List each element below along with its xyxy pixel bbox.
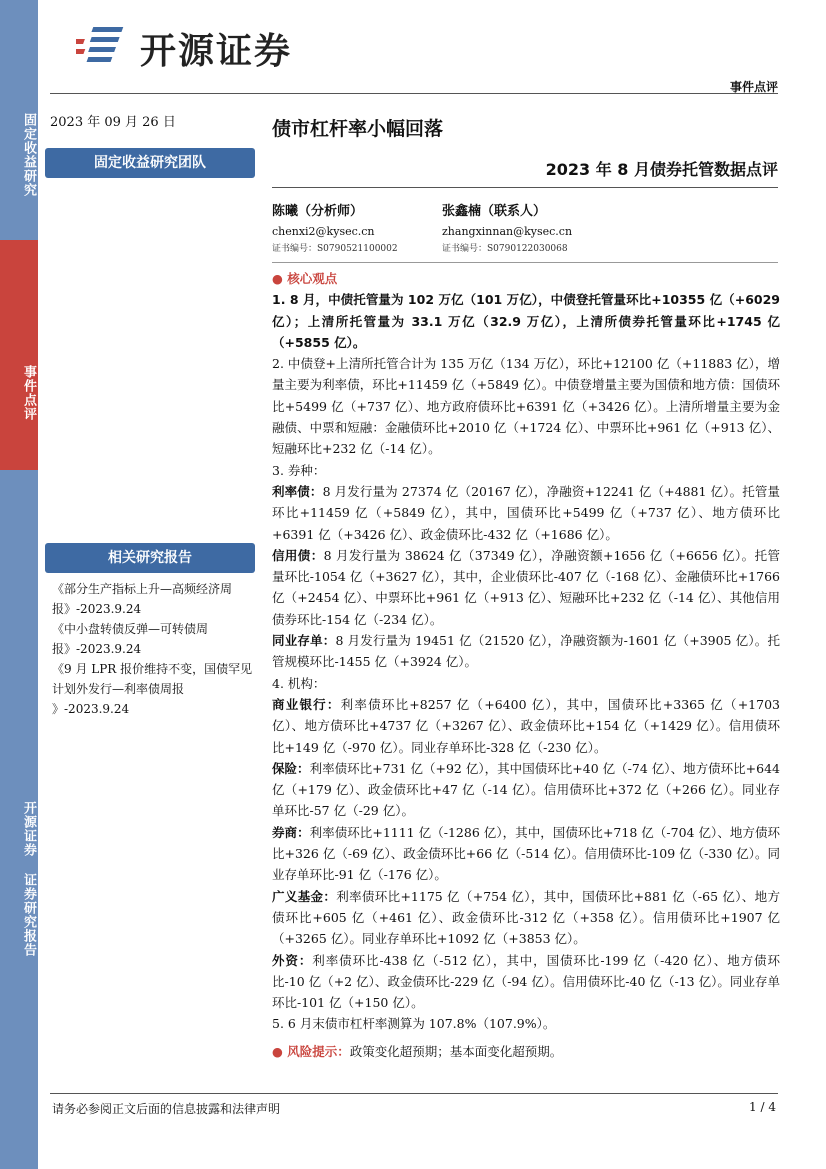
author-name: 张鑫楠（联系人）	[442, 204, 547, 219]
related-reports-list	[52, 579, 258, 719]
core-heading: ● 核心观点	[272, 271, 338, 286]
header-divider	[50, 93, 778, 94]
bullet-icon: ●	[272, 1043, 288, 1059]
bullet-icon: ●	[272, 271, 288, 286]
related-reports-banner: 相关研究报告	[45, 543, 255, 573]
author-cert: 证书编号：S0790122030068	[442, 244, 568, 254]
related-report-link[interactable]: 《9 月 LPR 报价维持不变，国债罕见计划外发行—利率债周报 》-2023.9.24	[52, 662, 253, 716]
related-report-link[interactable]: 《中小盘转债反弹—可转债周报》-2023.9.24	[52, 622, 209, 656]
paragraph-5: 5. 6 月末债市杠杆率测算为 107.8%（107.9%）。	[272, 1016, 556, 1032]
paragraph-4: 4. 机构：	[272, 675, 326, 691]
paragraph-3: 3. 券种：	[272, 462, 326, 478]
footer-disclaimer: 请务必参阅正文后面的信息披露和法律声明	[52, 1102, 281, 1116]
paragraph-3c: 同业存单：8 月发行量为 19451 亿（21520 亿），净融资额为-1601 亿（+3905 亿）。托管规模环比-1455 亿（+3924 亿）。	[272, 633, 780, 670]
author-analyst	[272, 200, 398, 254]
paragraph-3b: 信用债：8 月发行量为 38624 亿（37349 亿），净融资额+1656 亿（+6656 亿）。托管量环比-1054 亿（+3627 亿），其中，企业债环比-407 亿（-168 亿）、金融债环比+1766 亿（+2454 亿）、中票环比+961 亿（+913 亿）、短融环比+232 亿（-14 亿）、其他信用债券环比-154 亿（-234 亿）。	[272, 547, 780, 627]
brand-logo	[76, 24, 292, 72]
logo-text: 开源证券	[140, 30, 293, 72]
paragraph-4d: 广义基金：利率债环比+1175 亿（+754 亿），其中，国债环比+881 亿（-65 亿）、地方债环比+605 亿（+461 亿）、政金债环比-312 亿（+358 亿）。信用债环比+1907 亿（+3265 亿）。同业存单环比+1092 亿（+3853 亿）。	[272, 888, 780, 947]
paragraph-1: 1. 8 月，中债托管量为 102 万亿（101 万亿），中债登托管量环比+10355 亿（+6029 亿）；上清所托管量为 33.1 万亿（32.9 万亿），上清所债券托管量环比+1745 亿（+5855 亿）。	[272, 292, 780, 350]
report-date: 2023 年 09 月 26 日	[50, 115, 176, 130]
paragraph-3a: 利率债：8 月发行量为 27374 亿（20167 亿），净融资+12241 亿（+4881 亿）。托管量环比+11459 亿（+5849 亿），其中，国债环比+5499 亿（+737 亿）、地方债环比+6391 亿（+3426 亿）、政金债环比-432 亿（+1686 亿）。	[272, 483, 780, 542]
paragraph-4e: 外资：利率债环比-438 亿（-512 亿），其中，国债环比-199 亿（-420 亿）、地方债环比-10 亿（+2 亿）、政金债环比-229 亿（-94 亿）。信用债环比-40 亿（-13 亿）。同业存单环比-101 亿（+150 亿）。	[272, 952, 780, 1011]
title-divider	[272, 187, 778, 188]
side-tab-event-review: 事件点评	[0, 240, 38, 470]
team-banner: 固定收益研究团队	[45, 148, 255, 178]
paragraph-4b: 保险：利率债环比+731 亿（+92 亿），其中国债环比+40 亿（-74 亿）、地方债环比+644 亿（+179 亿）、政金债环比+47 亿（-14 亿）。信用债环比+372 亿（+266 亿）。同业存单环比-57 亿（-29 亿）。	[272, 760, 780, 819]
report-title: 债市杠杆率小幅回落	[272, 118, 444, 140]
author-email[interactable]: zhangxinnan@kysec.cn	[442, 225, 573, 238]
paragraph-4a: 商业银行：利率债环比+8257 亿（+6400 亿），其中，国债环比+3365 亿（+1703 亿）、地方债环比+4737 亿（+3267 亿）、政金债环比+154 亿（+1429 亿）。信用债环比+149 亿（-970 亿）。同业存单环比-328 亿（-230 亿）。	[272, 696, 780, 755]
paragraph-2: 2. 中债登+上清所托管合计为 135 万亿（134 万亿），环比+12100 亿（+11883 亿），增量主要为利率债，环比+11459 亿（+5849 亿）。中债登增量主要为国债和地方债：国债环比+5499 亿（+737 亿）、地方政府债环比+6391 亿（+3426 亿）。上清所增量主要为金融债、中票和短融：金融债环比+2010 亿（+1724 亿）、中票环比+961 亿（+913 亿）、短融环比+232 亿（-14 亿）。	[272, 356, 780, 457]
side-tab-kaiyuan-securities: 开源证券 证券研究报告	[0, 470, 38, 1169]
author-contact	[442, 200, 572, 254]
footer-divider	[50, 1093, 778, 1094]
author-name: 陈曦（分析师）	[272, 204, 364, 219]
related-report-link[interactable]: 《部分生产指标上升—高频经济周报》-2023.9.24	[52, 582, 233, 616]
report-body	[272, 268, 780, 1062]
side-tab-fixed-income: 固定收益研究	[0, 0, 38, 240]
risk-warning: ● 风险提示：政策变化超预期；基本面变化超预期。	[272, 1043, 563, 1059]
author-cert: 证书编号：S0790521100002	[272, 244, 398, 254]
report-subtitle: 2023 年 8 月债券托管数据点评	[545, 160, 778, 179]
page-number: 1 / 4	[749, 1100, 776, 1114]
paragraph-4c: 券商：利率债环比+1111 亿（-1286 亿），其中，国债环比+718 亿（-704 亿）、地方债环比+326 亿（-69 亿）、政金债环比+66 亿（-514 亿）。信用债环比-109 亿（-330 亿）。同业存单环比-91 亿（-176 亿）。	[272, 824, 780, 883]
author-divider	[272, 262, 778, 263]
logo-mark-icon	[76, 25, 130, 71]
author-email[interactable]: chenxi2@kysec.cn	[272, 225, 375, 238]
document-type: 事件点评	[729, 80, 778, 94]
